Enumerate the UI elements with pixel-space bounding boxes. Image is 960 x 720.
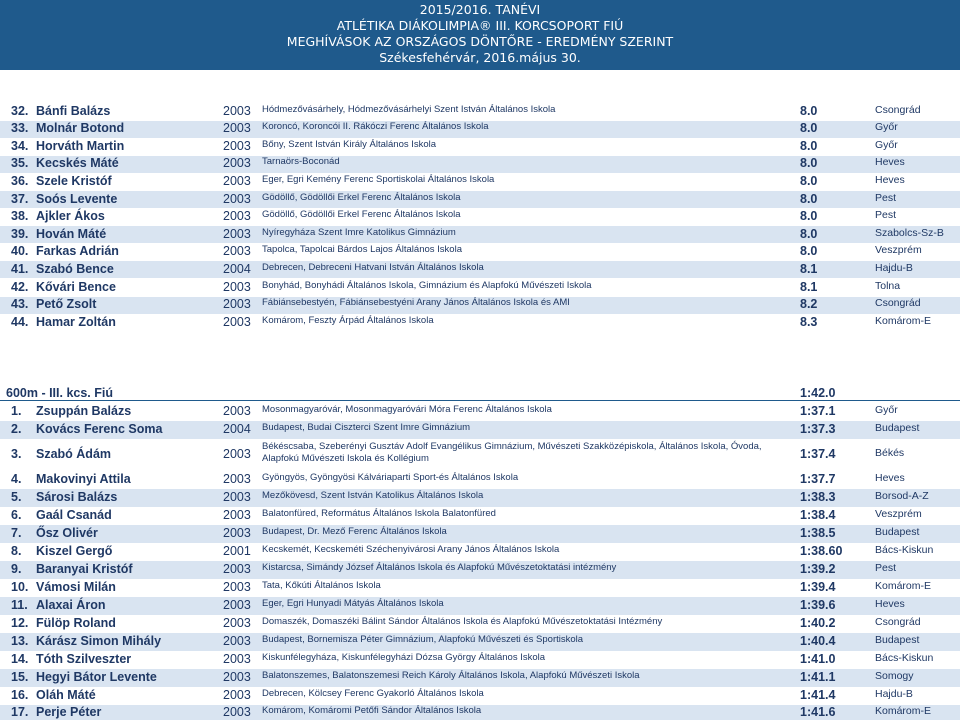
- athlete-name: Hamar Zoltán: [36, 314, 116, 329]
- birth-year: 2003: [223, 121, 251, 136]
- county-name: Budapest: [875, 422, 920, 434]
- athlete-name: Kiszel Gergő: [36, 544, 113, 558]
- athlete-name: Tóth Szilveszter: [36, 652, 132, 666]
- county-name: Komárom-E: [875, 314, 932, 327]
- table-row: [0, 687, 960, 705]
- county-name: Győr: [875, 121, 898, 134]
- county-name: Heves: [875, 598, 905, 610]
- birth-year: 2003: [223, 580, 251, 594]
- athlete-name: Oláh Máté: [36, 688, 96, 702]
- athlete-name: Kecskés Máté: [36, 156, 119, 171]
- rank-cell: 37.: [11, 191, 29, 206]
- county-name: Heves: [875, 156, 905, 169]
- school-name: Mosonmagyaróvár, Mosonmagyaróvári Móra Ferenc Általános Iskola: [262, 404, 552, 415]
- county-name: Csongrád: [875, 103, 921, 116]
- school-name: Eger, Egri Hunyadi Mátyás Általános Iskola: [262, 598, 444, 609]
- table-row: [0, 525, 960, 543]
- athlete-name: Gaál Csanád: [36, 508, 112, 522]
- result-value: 1:38.5: [800, 526, 836, 540]
- birth-year: 2001: [223, 544, 251, 558]
- birth-year: 2003: [223, 173, 251, 188]
- table-row: [0, 279, 960, 296]
- table-row: [0, 244, 960, 261]
- result-value: 1:41.6: [800, 704, 836, 719]
- athlete-name: Fülöp Roland: [36, 616, 116, 630]
- school-name: Debrecen, Debreceni Hatvani István Általános Iskola: [262, 261, 484, 273]
- school-name: Fábiánsebestyén, Fábiánsebestyéni Arany János Általános Iskola és AMI: [262, 297, 570, 309]
- table-row: [0, 561, 960, 579]
- rank-cell: 35.: [11, 156, 29, 171]
- result-value: 8.1: [800, 261, 818, 276]
- school-name: Tapolca, Tapolcai Bárdos Lajos Általános Iskola: [262, 244, 462, 256]
- birth-year: 2004: [223, 422, 251, 436]
- county-name: Bács-Kiskun: [875, 544, 934, 556]
- rank-cell: 17.: [11, 704, 29, 719]
- result-value: 8.0: [800, 156, 818, 171]
- table-row: [0, 173, 960, 190]
- birth-year: 2003: [223, 616, 251, 630]
- county-name: Veszprém: [875, 508, 922, 520]
- athlete-name: Zsuppán Balázs: [36, 404, 132, 418]
- rank-cell: 3.: [11, 447, 22, 461]
- school-name: Tarnaörs-Boconád: [262, 156, 340, 168]
- county-name: Pest: [875, 562, 897, 574]
- result-value: 1:41.0: [800, 652, 836, 666]
- school-name: Domaszék, Domaszéki Bálint Sándor Általános Iskola és Alapfokú Művészetoktatási Intézmény: [262, 616, 663, 627]
- athlete-name: Kővári Bence: [36, 279, 116, 294]
- athlete-name: Szabó Bence: [36, 261, 114, 276]
- birth-year: 2003: [223, 634, 251, 648]
- rank-cell: 13.: [11, 634, 29, 648]
- result-value: 8.0: [800, 121, 818, 136]
- county-name: Szabolcs-Sz-B: [875, 226, 944, 239]
- athlete-name: Soós Levente: [36, 191, 118, 206]
- school-name: Kiskunfélegyháza, Kiskunfélegyházi Dózsa György Általános Iskola: [262, 652, 546, 663]
- birth-year: 2003: [223, 226, 251, 241]
- result-value: 8.0: [800, 244, 818, 259]
- result-value: 8.0: [800, 138, 818, 153]
- table-row: [0, 579, 960, 597]
- county-name: Borsod-A-Z: [875, 490, 929, 502]
- table-row: [0, 226, 960, 243]
- result-value: 8.1: [800, 279, 818, 294]
- result-value: 1:37.7: [800, 472, 836, 486]
- birth-year: 2003: [223, 191, 251, 206]
- rank-cell: 4.: [11, 472, 22, 486]
- result-value: 8.0: [800, 103, 818, 118]
- result-value: 8.0: [800, 191, 818, 206]
- county-name: Győr: [875, 138, 898, 151]
- school-name: Békéscsaba, Szeberényi Gusztáv Adolf Evangélikus Gimnázium, Művészeti Szakközépiskola, Általános Iskola, Óvoda, Alapfokú Művészeti Iskola és Kollégium: [262, 441, 762, 464]
- result-value: 1:37.1: [800, 404, 836, 418]
- school-name: Mezőkövesd, Szent István Katolikus Általános Iskola: [262, 490, 484, 501]
- school-name: Koroncó, Koroncói II. Rákóczi Ferenc Általános Iskola: [262, 121, 489, 133]
- birth-year: 2003: [223, 598, 251, 612]
- county-name: Bács-Kiskun: [875, 652, 934, 664]
- section-2-divider: [0, 400, 960, 401]
- rank-cell: 9.: [11, 562, 22, 576]
- school-name: Kecskemét, Kecskeméti Széchenyivárosi Arany János Általános Iskola: [262, 544, 560, 555]
- table-row: [0, 261, 960, 278]
- result-value: 1:41.1: [800, 670, 836, 684]
- athlete-name: Kárász Simon Mihály: [36, 634, 162, 648]
- table-row: [0, 191, 960, 208]
- school-name: Kistarcsa, Simándy József Általános Iskola és Alapfokú Művészetoktatási intézmény: [262, 562, 617, 573]
- birth-year: 2003: [223, 652, 251, 666]
- birth-year: 2003: [223, 688, 251, 702]
- athlete-name: Alaxai Áron: [36, 598, 106, 612]
- school-name: Bonyhád, Bonyhádi Általános Iskola, Gimnázium és Alapfokú Művészeti Iskola: [262, 279, 592, 291]
- school-name: Tata, Kőkúti Általános Iskola: [262, 580, 381, 591]
- result-value: 8.3: [800, 314, 818, 329]
- rank-cell: 39.: [11, 226, 29, 241]
- athlete-name: Kovács Ferenc Soma: [36, 422, 163, 436]
- athlete-name: Sárosi Balázs: [36, 490, 118, 504]
- athlete-name: Hován Máté: [36, 226, 107, 241]
- athlete-name: Perje Péter: [36, 704, 102, 719]
- header-line-3: MEGHÍVÁSOK AZ ORSZÁGOS DÖNTŐRE - EREDMÉNY SZERINT: [286, 34, 674, 49]
- birth-year: 2003: [223, 404, 251, 418]
- athlete-name: Pető Zsolt: [36, 297, 97, 312]
- athlete-name: Hegyi Bátor Levente: [36, 670, 157, 684]
- birth-year: 2003: [223, 244, 251, 259]
- birth-year: 2004: [223, 261, 251, 276]
- school-name: Hódmezővásárhely, Hódmezővásárhelyi Szent István Általános Iskola: [262, 103, 556, 115]
- birth-year: 2003: [223, 670, 251, 684]
- birth-year: 2003: [223, 508, 251, 522]
- result-value: 1:39.2: [800, 562, 836, 576]
- table-row: [0, 121, 960, 138]
- athlete-name: Baranyai Kristóf: [36, 562, 133, 576]
- table-row: [0, 543, 960, 561]
- school-name: Balatonszemes, Balatonszemesi Reich Károly Általános Iskola, Alapfokú Művészeti Iskola: [262, 670, 640, 681]
- result-value: 1:38.60: [800, 544, 843, 558]
- table-row: [0, 705, 960, 720]
- rank-cell: 38.: [11, 209, 29, 224]
- county-name: Komárom-E: [875, 704, 932, 717]
- table-row: [0, 597, 960, 615]
- birth-year: 2003: [223, 297, 251, 312]
- school-name: Nyíregyháza Szent Imre Katolikus Gimnázium: [262, 226, 456, 238]
- school-name: Budapest, Bornemisza Péter Gimnázium, Alapfokú Művészeti és Sportiskola: [262, 634, 584, 645]
- rank-cell: 34.: [11, 138, 29, 153]
- rank-cell: 33.: [11, 121, 29, 136]
- birth-year: 2003: [223, 156, 251, 171]
- result-value: 1:41.4: [800, 688, 836, 702]
- county-name: Heves: [875, 173, 905, 186]
- result-value: 1:39.4: [800, 580, 836, 594]
- school-name: Budapest, Dr. Mező Ferenc Általános Iskola: [262, 526, 447, 537]
- rank-cell: 15.: [11, 670, 29, 684]
- rank-cell: 14.: [11, 652, 29, 666]
- school-name: Eger, Egri Kemény Ferenc Sportiskolai Általános Iskola: [262, 173, 495, 185]
- table-row: [0, 633, 960, 651]
- school-name: Budapest, Budai Ciszterci Szent Imre Gimnázium: [262, 422, 471, 433]
- header-line-4: Székesfehérvár, 2016.május 30.: [379, 50, 581, 65]
- county-name: Budapest: [875, 634, 920, 646]
- rank-cell: 43.: [11, 297, 29, 312]
- header-line-2: ATLÉTIKA DIÁKOLIMPIA® III. KORCSOPORT FIÚ: [336, 18, 624, 33]
- birth-year: 2003: [223, 279, 251, 294]
- rank-cell: 16.: [11, 688, 29, 702]
- rank-cell: 40.: [11, 244, 29, 259]
- county-name: Pest: [875, 209, 897, 222]
- athlete-name: Ajkler Ákos: [36, 209, 105, 224]
- result-value: 1:37.4: [800, 447, 836, 461]
- rank-cell: 32.: [11, 103, 29, 118]
- school-name: Bőny, Szent István Király Általános Iskola: [262, 138, 437, 150]
- table-row: [0, 209, 960, 226]
- page-header: [0, 0, 960, 70]
- county-name: Budapest: [875, 526, 920, 538]
- school-name: Komárom, Komáromi Petőfi Sándor Általános Iskola: [262, 704, 482, 716]
- birth-year: 2003: [223, 472, 251, 486]
- rank-cell: 41.: [11, 261, 29, 276]
- rank-cell: 11.: [11, 598, 28, 612]
- athlete-name: Szele Kristóf: [36, 173, 112, 188]
- school-name: Komárom, Feszty Árpád Általános Iskola: [262, 314, 434, 326]
- birth-year: 2003: [223, 447, 251, 461]
- birth-year: 2003: [223, 526, 251, 540]
- county-name: Komárom-E: [875, 580, 932, 592]
- county-name: Csongrád: [875, 616, 921, 628]
- rank-cell: 42.: [11, 279, 29, 294]
- county-name: Pest: [875, 191, 897, 204]
- athlete-name: Ősz Olivér: [36, 526, 98, 540]
- table-row: [0, 489, 960, 507]
- birth-year: 2003: [223, 138, 251, 153]
- result-value: 1:40.2: [800, 616, 836, 630]
- county-name: Békés: [875, 447, 905, 459]
- result-value: 1:40.4: [800, 634, 836, 648]
- result-value: 1:37.3: [800, 422, 836, 436]
- rank-cell: 8.: [11, 544, 22, 558]
- birth-year: 2003: [223, 314, 251, 329]
- table-row: [0, 669, 960, 687]
- county-name: Somogy: [875, 670, 914, 682]
- result-value: 8.0: [800, 226, 818, 241]
- birth-year: 2003: [223, 490, 251, 504]
- birth-year: 2003: [223, 562, 251, 576]
- result-value: 8.0: [800, 209, 818, 224]
- table-row: [0, 615, 960, 633]
- section-2-qualifying-time: 1:42.0: [800, 386, 836, 400]
- school-name: Debrecen, Kölcsey Ferenc Gyakorló Általános Iskola: [262, 688, 484, 699]
- table-row: [0, 297, 960, 314]
- header-line-1: 2015/2016. TANÉVI: [419, 2, 541, 17]
- birth-year: 2003: [223, 103, 251, 118]
- athlete-name: Szabó Ádám: [36, 447, 112, 461]
- rank-cell: 10.: [11, 580, 29, 594]
- table-row: [0, 421, 960, 439]
- table-row: [0, 103, 960, 120]
- rank-cell: 6.: [11, 508, 22, 522]
- school-name: Gödöllő, Gödöllői Erkel Ferenc Általános Iskola: [262, 209, 461, 221]
- birth-year: 2003: [223, 704, 251, 719]
- result-value: 8.0: [800, 173, 818, 188]
- table-row: [0, 138, 960, 155]
- rank-cell: 36.: [11, 173, 29, 188]
- county-name: Győr: [875, 404, 898, 416]
- table-row: [0, 156, 960, 173]
- county-name: Csongrád: [875, 297, 921, 310]
- athlete-name: Molnár Botond: [36, 121, 125, 136]
- birth-year: 2003: [223, 209, 251, 224]
- rank-cell: 7.: [11, 526, 22, 540]
- school-name: Balatonfüred, Református Általános Iskola Balatonfüred: [262, 508, 496, 519]
- county-name: Hajdu-B: [875, 688, 913, 700]
- rank-cell: 12.: [11, 616, 29, 630]
- result-value: 1:38.3: [800, 490, 836, 504]
- table-row: [0, 651, 960, 669]
- rank-cell: 44.: [11, 314, 29, 329]
- section-2-title: 600m - III. kcs. Fiú: [6, 386, 113, 400]
- table-row: [0, 471, 960, 489]
- rank-cell: 1.: [11, 404, 22, 418]
- school-name: Gödöllő, Gödöllői Erkel Ferenc Általános Iskola: [262, 191, 461, 203]
- county-name: Heves: [875, 472, 905, 484]
- school-name: Gyöngyös, Gyöngyösi Kálváriaparti Sport-és Általános Iskola: [262, 472, 519, 483]
- result-value: 1:39.6: [800, 598, 836, 612]
- athlete-name: Bánfi Balázs: [36, 103, 111, 118]
- athlete-name: Vámosi Milán: [36, 580, 116, 594]
- county-name: Veszprém: [875, 244, 922, 257]
- county-name: Tolna: [875, 279, 901, 292]
- table-row: [0, 403, 960, 421]
- county-name: Hajdu-B: [875, 261, 913, 274]
- table-row: [0, 507, 960, 525]
- athlete-name: Makovinyi Attila: [36, 472, 131, 486]
- table-row: [0, 440, 960, 470]
- athlete-name: Horváth Martin: [36, 138, 125, 153]
- rank-cell: 5.: [11, 490, 22, 504]
- result-value: 1:38.4: [800, 508, 836, 522]
- athlete-name: Farkas Adrián: [36, 244, 119, 259]
- rank-cell: 2.: [11, 422, 22, 436]
- table-row: [0, 314, 960, 331]
- result-value: 8.2: [800, 297, 818, 312]
